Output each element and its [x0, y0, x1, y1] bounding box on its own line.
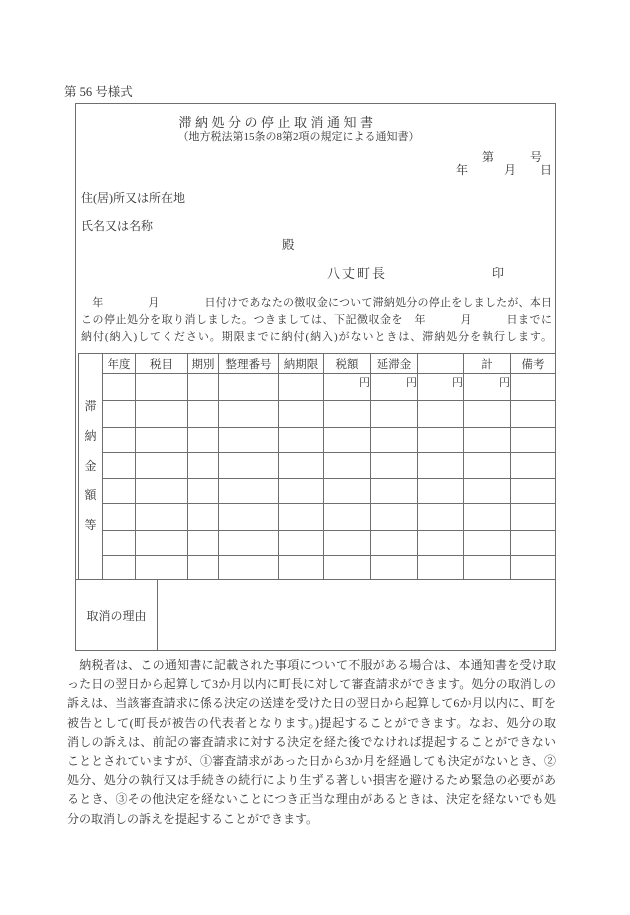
cancellation-reason-section	[76, 579, 555, 650]
seal-mark: 印	[492, 266, 505, 280]
table-cell	[324, 428, 371, 453]
table-cell	[511, 504, 556, 531]
table-cell	[511, 479, 556, 504]
table-cell	[136, 453, 188, 479]
table-cell	[371, 531, 418, 556]
col-header-entaikin: 延滞金	[371, 354, 418, 374]
col-header-nokigen: 納期限	[279, 354, 324, 374]
unit-row	[79, 374, 556, 401]
table-cell	[371, 401, 418, 428]
table-cell	[219, 374, 279, 401]
table-cell	[103, 556, 136, 580]
table-cell	[371, 453, 418, 479]
name-label: 氏名又は名称	[81, 219, 154, 233]
table-cell	[188, 453, 219, 479]
table-cell	[136, 556, 188, 580]
table-cell	[103, 374, 136, 401]
delinquent-amounts-table	[78, 353, 556, 580]
table-cell	[511, 428, 556, 453]
table-row	[79, 428, 556, 453]
yen-unit-cell: 円	[324, 374, 371, 401]
table-cell	[511, 401, 556, 428]
table-cell	[136, 504, 188, 531]
table-cell	[219, 531, 279, 556]
footer-line: った日の翌日から起算して3か月以内に町長に対して審査請求ができます。処分の取消しの	[67, 677, 556, 692]
table-row	[79, 556, 556, 580]
col-header-blank	[418, 354, 464, 374]
document-number-line: 第 号	[481, 150, 542, 164]
footer-line: るとき、③その他決定を経ないことにつき正当な理由があるときは、決定を経ないでも処	[67, 792, 556, 807]
honorific-label: 殿	[282, 238, 295, 252]
form-number: 第 56 号様式	[64, 85, 133, 99]
vertical-row-label-cell	[79, 354, 103, 580]
table-cell	[324, 504, 371, 531]
appeal-notice-paragraph	[67, 656, 556, 829]
table-cell	[103, 401, 136, 428]
row-label-char: 滞	[84, 399, 97, 413]
row-label-char: 金	[84, 458, 97, 473]
yen-unit-cell: 円	[371, 374, 418, 401]
yen-unit-cell: 円	[418, 374, 464, 401]
table-cell	[219, 556, 279, 580]
col-header-zeimoku: 税目	[136, 354, 188, 374]
table-cell	[279, 401, 324, 428]
address-label: 住(居)所又は所在地	[81, 191, 185, 205]
mayor-title: 八丈町長	[327, 266, 388, 281]
table-cell	[464, 504, 511, 531]
notice-box	[75, 103, 556, 651]
table-header-row	[79, 354, 556, 374]
table-cell	[188, 479, 219, 504]
table-row	[79, 504, 556, 531]
table-cell	[136, 401, 188, 428]
notice-body-paragraph	[81, 295, 552, 346]
table-cell	[188, 504, 219, 531]
cancellation-reason-label: 取消の理由	[86, 608, 147, 623]
table-cell	[418, 531, 464, 556]
yen-unit-cell: 円	[464, 374, 511, 401]
table-cell	[188, 374, 219, 401]
table-cell	[324, 556, 371, 580]
document-subtitle: （地方税法第15条の8第2項の規定による通知書）	[177, 131, 420, 143]
table-cell	[219, 504, 279, 531]
table-cell	[219, 479, 279, 504]
table-cell	[219, 453, 279, 479]
col-header-seiribango: 整理番号	[219, 354, 279, 374]
footer-line: 被告として(町長が被告の代表者となります。)提起することができます。なお、処分の取	[67, 715, 556, 730]
table-cell	[324, 401, 371, 428]
cancellation-reason-value-cell	[158, 580, 555, 650]
table-row	[79, 531, 556, 556]
table-cell	[103, 479, 136, 504]
table-cell	[279, 374, 324, 401]
table-cell	[464, 453, 511, 479]
table-cell	[188, 401, 219, 428]
col-header-nendo: 年度	[103, 354, 136, 374]
col-header-biko: 備考	[511, 354, 556, 374]
table-cell	[511, 531, 556, 556]
footer-line: 分の取消しの訴えを提起することができます。	[67, 811, 319, 826]
table-cell	[219, 401, 279, 428]
document-title: 滞納処分の停止取消通知書	[178, 115, 377, 130]
footer-line: 処分、処分の執行又は手続きの続行により生ずる著しい損害を避けるため緊急の必要があ	[67, 773, 556, 788]
table-cell	[371, 479, 418, 504]
table-cell	[136, 428, 188, 453]
table-cell	[418, 504, 464, 531]
table-cell	[103, 504, 136, 531]
col-header-kibetsu: 期別	[188, 354, 219, 374]
row-label-char: 額	[84, 488, 97, 503]
footer-line: 訴えは、当該審査請求に係る決定の送達を受けた日の翌日から起算して6か月以内に、町を	[67, 696, 556, 711]
table-row	[79, 479, 556, 504]
row-label-char: 等	[84, 518, 97, 532]
vertical-row-label	[79, 400, 102, 532]
table-cell	[464, 556, 511, 580]
table-cell	[279, 504, 324, 531]
table-cell	[136, 479, 188, 504]
table-cell	[511, 556, 556, 580]
table-cell	[279, 531, 324, 556]
table-cell	[418, 556, 464, 580]
table-cell	[188, 556, 219, 580]
col-header-zeigaku: 税額	[324, 354, 371, 374]
table-cell	[188, 428, 219, 453]
row-label-char: 納	[84, 428, 97, 443]
table-cell	[371, 428, 418, 453]
table-cell	[464, 479, 511, 504]
table-cell	[324, 531, 371, 556]
table-cell	[464, 428, 511, 453]
table-cell	[511, 374, 556, 401]
cancellation-reason-label-cell	[76, 580, 158, 650]
table-cell	[279, 479, 324, 504]
table-cell	[464, 401, 511, 428]
col-header-kei: 計	[464, 354, 511, 374]
table-cell	[418, 428, 464, 453]
table-cell	[279, 556, 324, 580]
table-cell	[324, 479, 371, 504]
document-date-line: 年 月 日	[455, 163, 552, 177]
body-line: この停止処分を取り消しました。つきましては、下記徴収金を 年 月 日までに	[81, 314, 552, 326]
footer-line: 消しの訴えは、前記の審査請求に対する決定を経た後でなければ提起することができない	[67, 734, 556, 749]
table-cell	[464, 531, 511, 556]
table-cell	[511, 453, 556, 479]
table-row	[79, 453, 556, 479]
table-cell	[103, 531, 136, 556]
table-cell	[188, 531, 219, 556]
table-cell	[103, 428, 136, 453]
table-cell	[371, 504, 418, 531]
table-cell	[279, 428, 324, 453]
table-cell	[219, 428, 279, 453]
table-cell	[136, 531, 188, 556]
footer-line: こととされていますが、①審査請求があった日から3か月を経過しても決定がないとき、②	[67, 754, 556, 769]
issuer-line	[327, 263, 555, 282]
table-cell	[324, 453, 371, 479]
body-line: 年 月 日付けであなたの徴収金について滞納処分の停止をしましたが、本日	[81, 297, 552, 309]
table-row	[79, 401, 556, 428]
table-cell	[418, 401, 464, 428]
table-cell	[371, 556, 418, 580]
table-cell	[279, 453, 324, 479]
table-cell	[136, 374, 188, 401]
table-cell	[418, 453, 464, 479]
footer-line: 納税者は、この通知書に記載された事項について不服がある場合は、本通知書を受け取	[67, 658, 556, 672]
table-cell	[418, 479, 464, 504]
body-line: 納付(納入)してください。期限までに納付(納入)がないときは、滞納処分を執行します。	[81, 331, 552, 343]
table-cell	[103, 453, 136, 479]
